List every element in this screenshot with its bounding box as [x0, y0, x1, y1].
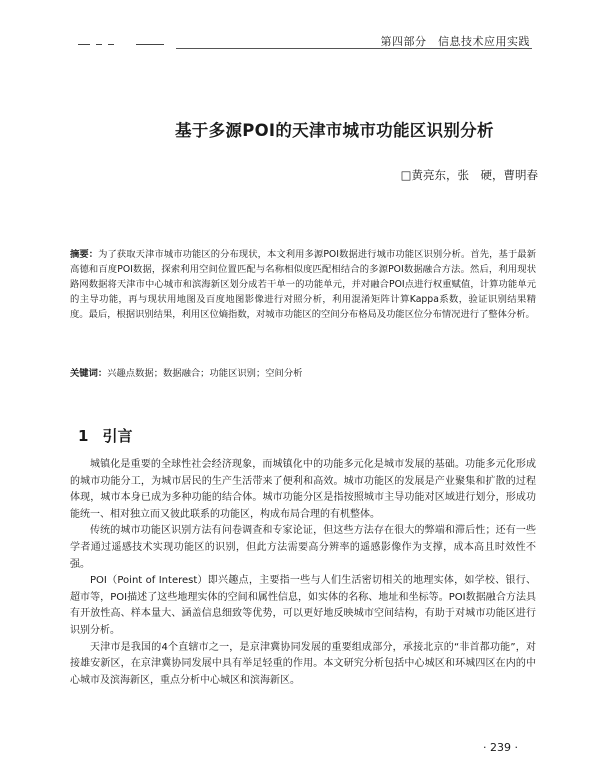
keywords-label: 关键词：: [70, 368, 108, 379]
section-number: 1: [78, 427, 89, 445]
abstract-text: 为了获取天津市城市功能区的分布现状，本文利用多源POI数据进行城市功能区识别分析。首先，基于最新高德和百度POI数据，探索利用空间位置匹配与名称相似度匹配相结合的多源POI数据融合方法。然后，利用现状路网数据将天津市中心城市和滨海新区划分成若干单一的功能单元，并对融合POI点进行权重赋值，计算功能单元的主导功能，再与现状用地图及百度地图影像进行对照分析，利用混淆矩阵计算Kappa系数，验证识别结果精度。最后，根据识别结果，利用区位熵指数，对城市功能区的空间分布格局及功能区位分布情况进行了整体分析。: [70, 249, 536, 320]
running-header: 第四部分 信息技术应用实践: [380, 35, 530, 48]
body-paragraph: 城镇化是重要的全球性社会经济现象，而城镇化中的功能多元化是城市发展的基础。功能多元化形成的城市功能分工，为城市居民的生产生活带来了便利和高效。城市功能区的发展是产业聚集和扩散的过程体现，城市本身已成为多种功能的结合体。城市功能分区是指按照城市主导功能对区域进行划分，形成功能统一、相对独立而又彼此联系的功能区，构成布局合理的有机整体。: [70, 459, 536, 520]
keywords-text: 兴趣点数据；数据融合；功能区识别；空间分析: [107, 368, 303, 379]
authors: □黄亮东，张 硬，曹明春: [400, 168, 538, 182]
body-paragraph: 天津市是我国的4个直辖市之一，是京津冀协同发展的重要组成部分，承接北京的“非首都功能”，对接雄安新区，在京津冀协同发展中具有举足轻重的作用。本文研究分析包括中心城区和环城四区在内的中心城市及滨海新区，重点分析中心城区和滨海新区。: [70, 641, 536, 686]
body-paragraph: 传统的城市功能区识别方法有问卷调查和专家论证，但这些方法存在很大的弊端和滞后性；还有一些学者通过遥感技术实现功能区的识别，但此方法需要高分辨率的遥感影像作为支撑，成本高且时效性不强。: [70, 525, 536, 570]
section-body: [70, 457, 536, 689]
abstract: [70, 247, 536, 322]
paper-title: 基于多源POI的天津市城市功能区识别分析: [175, 121, 494, 140]
section-title: 引言: [102, 427, 133, 445]
body-paragraph: POI（Point of Interest）即兴趣点，主要指一些与人们生活密切相关的地理实体，如学校、银行、超市等，POI描述了这些地理实体的空间和属性信息，如实体的名称、地址和坐标等。POI数据融合方法具有开放性高、样本量大、涵盖信息细致等优势，可以更好地反映城市空间结构，有助于对城市功能区进行识别分析。: [70, 575, 536, 636]
page-number: · 239 ·: [483, 741, 518, 754]
abstract-label: 摘要：: [70, 249, 99, 260]
section-heading: [78, 425, 132, 446]
running-header-left-marks: [78, 44, 168, 50]
keywords: [70, 366, 536, 381]
